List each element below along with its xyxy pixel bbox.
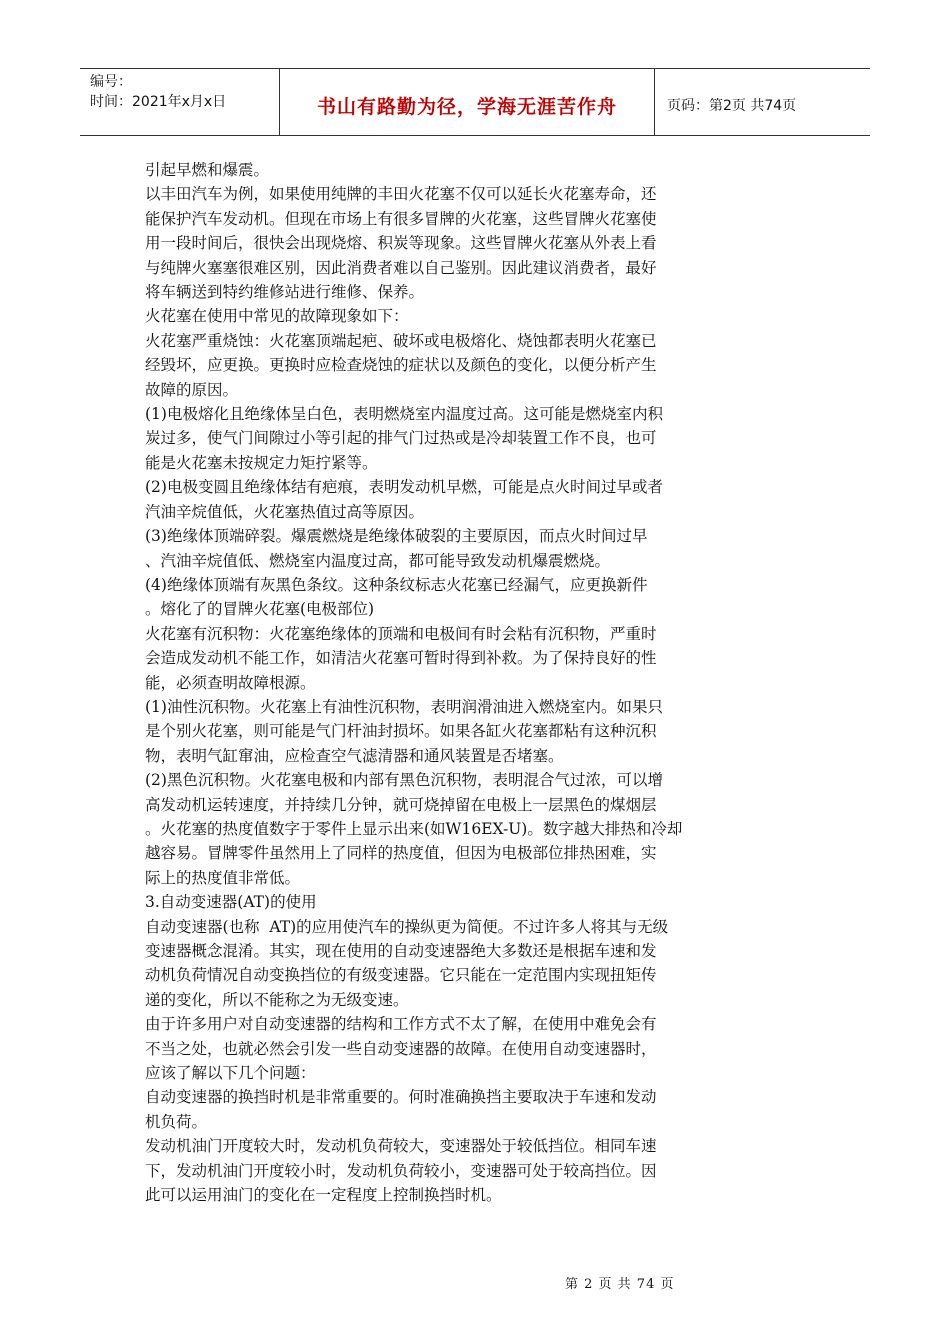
text-line: 能，必须查明故障根源。 (145, 673, 316, 692)
text-line: 火花塞在使用中常见的故障现象如下： (145, 307, 409, 326)
text-line: 际上的热度值非常低。 (145, 868, 301, 887)
text-line: 用一段时间后，很快会出现烧熔、积炭等现象。这些冒牌火花塞从外表上看 (145, 234, 657, 253)
text-line: 递的变化，所以不能称之为无级变速。 (145, 990, 409, 1009)
text-line: 能保护汽车发动机。但现在市场上有很多冒牌的火花塞，这些冒牌火花塞使 (145, 209, 657, 228)
text-line: (3)绝缘体顶端碎裂。爆震燃烧是绝缘体破裂的主要原因，而点火时间过早 (145, 527, 648, 546)
text-line: 高发动机运转速度，并持续几分钟，就可烧掉留在电极上一层黑色的煤烟层 (145, 795, 657, 814)
time-label: 时间：2021年x月x日 (90, 94, 227, 110)
text-line: 由于许多用户对自动变速器的结构和工作方式不太了解，在使用中难免会有 (145, 1015, 657, 1034)
text-line: (2)黑色沉积物。火花塞电极和内部有黑色沉积物，表明混合气过浓，可以增 (145, 771, 663, 790)
page-header (80, 68, 870, 136)
text-line: 是个别火花塞，则可能是气门杆油封损坏。如果各缸火花塞都粘有这种沉积 (145, 722, 657, 741)
text-line: 火花塞严重烧蚀：火花塞顶端起疤、破坏或电极熔化、烧蚀都表明火花塞已 (145, 331, 657, 350)
text-line: 火花塞有沉积物：火花塞绝缘体的顶端和电极间有时会粘有沉积物，严重时 (145, 624, 657, 643)
header-motto: 书山有路勤为径，学海无涯苦作舟 (280, 69, 655, 135)
text-line: 会造成发动机不能工作，如清洁火花塞可暂时得到补救。为了保持良好的性 (145, 649, 657, 668)
text-line: 与纯牌火塞塞很难区别，因此消费者难以自己鉴别。因此建议消费者，最好 (145, 258, 657, 277)
text-line: (4)绝缘体顶端有灰黑色条纹。这种条纹标志火花塞已经漏气，应更换新件 (145, 575, 648, 594)
text-line: 。火花塞的热度值数字于零件上显示出来(如W16EX-U)。数字越大排热和冷却 (145, 819, 683, 838)
page-footer: 第 2 页 共 74 页 (565, 1277, 675, 1292)
text-line: 物，表明气缸窜油，应检查空气滤清器和通风装置是否堵塞。 (145, 746, 564, 765)
text-line: 。熔化了的冒牌火花塞(电极部位) (145, 600, 375, 619)
document-body (145, 158, 720, 1207)
text-line: 动机负荷情况自动变换挡位的有级变速器。它只能在一定范围内实现扭矩传 (145, 966, 657, 985)
number-label: 编号： (90, 74, 132, 90)
text-line: (2)电极变圆且绝缘体结有疤痕，表明发动机早燃，可能是点火时间过早或者 (145, 478, 663, 497)
text-line: 机负荷。 (145, 1112, 208, 1131)
text-line: 汽油辛烷值低，火花塞热值过高等原因。 (145, 502, 425, 521)
text-line: 此可以运用油门的变化在一定程度上控制换挡时机。 (145, 1186, 502, 1205)
text-line: 越容易。冒牌零件虽然用上了同样的热度值，但因为电极部位排热困难，实 (145, 844, 657, 863)
text-line: 发动机油门开度较大时，发动机负荷较大，变速器处于较低挡位。相同车速 (145, 1137, 657, 1156)
text-line: 炭过多，使气门间隙过小等引起的排气门过热或是冷却装置工作不良，也可 (145, 429, 657, 448)
text-line: 自动变速器的换挡时机是非常重要的。何时准确换挡主要取决于车速和发动 (145, 1088, 657, 1107)
text-line: 不当之处，也就必然会引发一些自动变速器的故障。在使用自动变速器时， (145, 1039, 657, 1058)
text-line: (1)电极熔化且绝缘体呈白色，表明燃烧室内温度过高。这可能是燃烧室内积 (145, 405, 663, 424)
text-line: 3.自动变速器(AT)的使用 (145, 893, 317, 912)
text-line: 应该了解以下几个问题： (145, 1064, 316, 1083)
text-line: 经毁坏，应更换。更换时应检查烧蚀的症状以及颜色的变化，以便分析产生 (145, 356, 657, 375)
text-line: 以丰田汽车为例，如果使用纯牌的丰田火花塞不仅可以延长火花塞寿命，还 (145, 185, 657, 204)
text-line: 变速器概念混淆。其实，现在使用的自动变速器绝大多数还是根据车速和发 (145, 942, 657, 960)
text-line: 故障的原因。 (145, 380, 239, 399)
header-meta (80, 69, 280, 135)
text-line: 引起早燃和爆震。 (145, 161, 270, 179)
text-line: (1)油性沉积物。火花塞上有油性沉积物，表明润滑油进入燃烧室内。如果只 (145, 697, 663, 716)
text-line: 自动变速器(也称 AT)的应用使汽车的操纵更为简便。不过许多人将其与无级 (145, 917, 669, 936)
header-page-label: 页码：第2页 共74页 (667, 98, 797, 114)
text-line: 能是火花塞未按规定力矩拧紧等。 (145, 453, 378, 472)
text-line: 下，发动机油门开度较小时，发动机负荷较小，变速器可处于较高挡位。因 (145, 1161, 657, 1180)
text-line: 将车辆送到特约维修站进行维修、保养。 (145, 283, 425, 302)
text-line: 、汽油辛烷值低、燃烧室内温度过高，都可能导致发动机爆震燃烧。 (145, 551, 611, 570)
